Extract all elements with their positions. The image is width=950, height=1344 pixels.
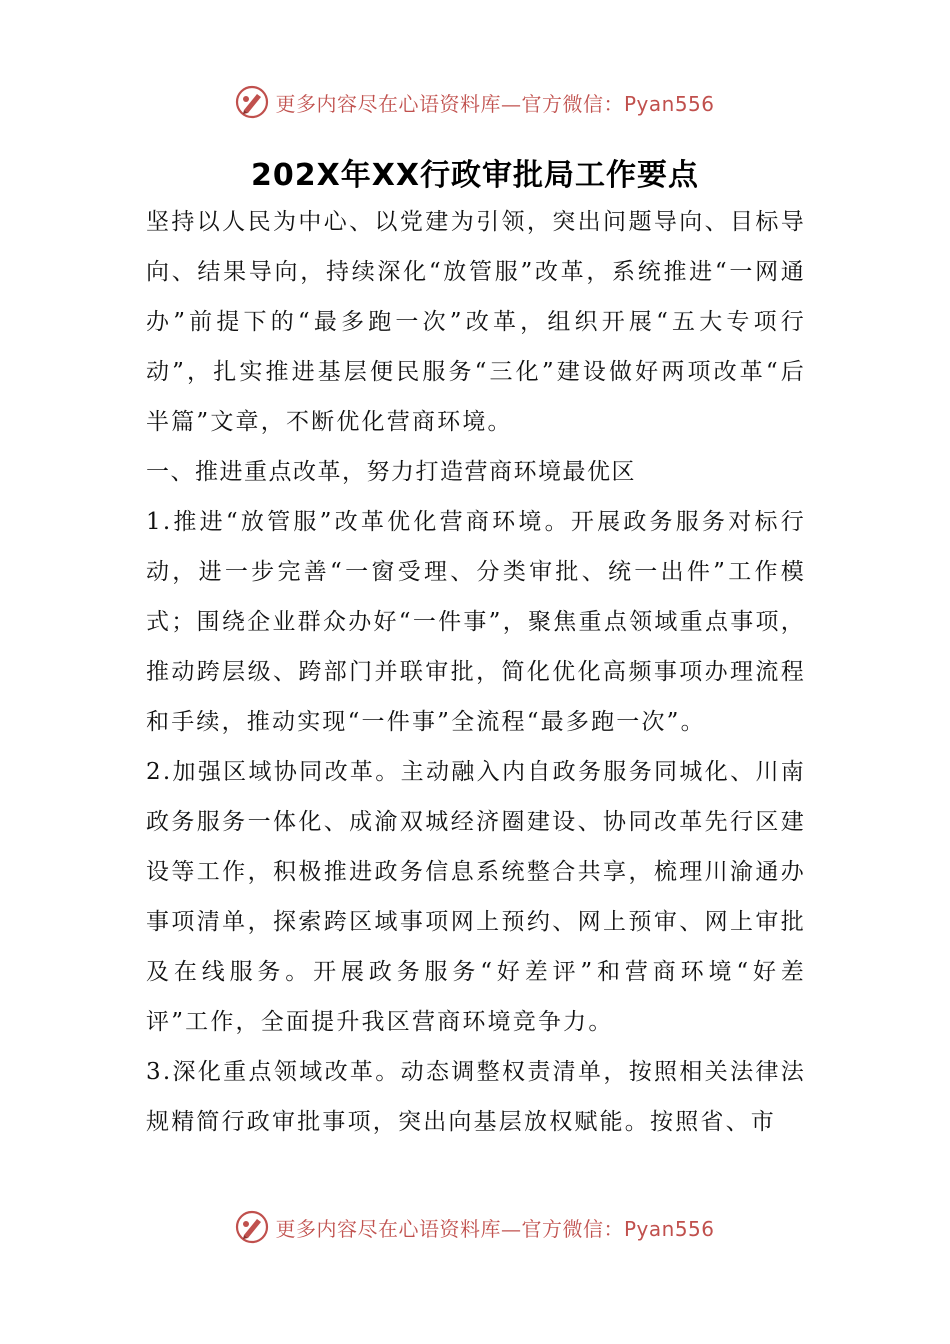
pen-logo-icon: [235, 1210, 269, 1244]
watermark-text: 更多内容尽在心语资料库—官方微信：Pyan556: [275, 91, 715, 116]
watermark-footer: [0, 1207, 950, 1247]
paragraph-item-1: 1.推进“放管服”改革优化营商环境。开展政务服务对标行动，进一步完善“一窗受理、分类审批、统一出件”工作模式；围绕企业群众办好“一件事”，聚焦重点领域重点事项，推动跨层级、跨部门并联审批，简化优化高频事项办理流程和手续，推动实现“一件事”全流程“最多跑一次”。: [146, 509, 806, 735]
section-heading: 一、推进重点改革，努力打造营商环境最优区: [146, 459, 636, 485]
paragraph-item-3: 3.深化重点领域改革。动态调整权责清单，按照相关法律法规精简行政审批事项，突出向基层放权赋能。按照省、市: [146, 1059, 806, 1135]
document-title: 202X年XX行政审批局工作要点: [250, 158, 699, 193]
intro-paragraph: 坚持以人民为中心、以党建为引领，突出问题导向、目标导向、结果导向，持续深化“放管服”改革，系统推进“一网通办”前提下的“最多跑一次”改革，组织开展“五大专项行动”，扎实推进基层便民服务“三化”建设做好两项改革“后半篇”文章，不断优化营商环境。: [146, 209, 806, 435]
watermark-text: 更多内容尽在心语资料库—官方微信：Pyan556: [275, 1216, 715, 1241]
document-body: [146, 197, 806, 1147]
paragraph-item-2: 2.加强区域协同改革。主动融入内自政务服务同城化、川南政务服务一体化、成渝双城经济圈建设、协同改革先行区建设等工作，积极推进政务信息系统整合共享，梳理川渝通办事项清单，探索跨区域事项网上预约、网上预审、网上审批及在线服务。开展政务服务“好差评”和营商环境“好差评”工作，全面提升我区营商环境竞争力。: [146, 759, 806, 1035]
pen-logo-icon: [235, 85, 269, 119]
watermark-header: [0, 82, 950, 122]
